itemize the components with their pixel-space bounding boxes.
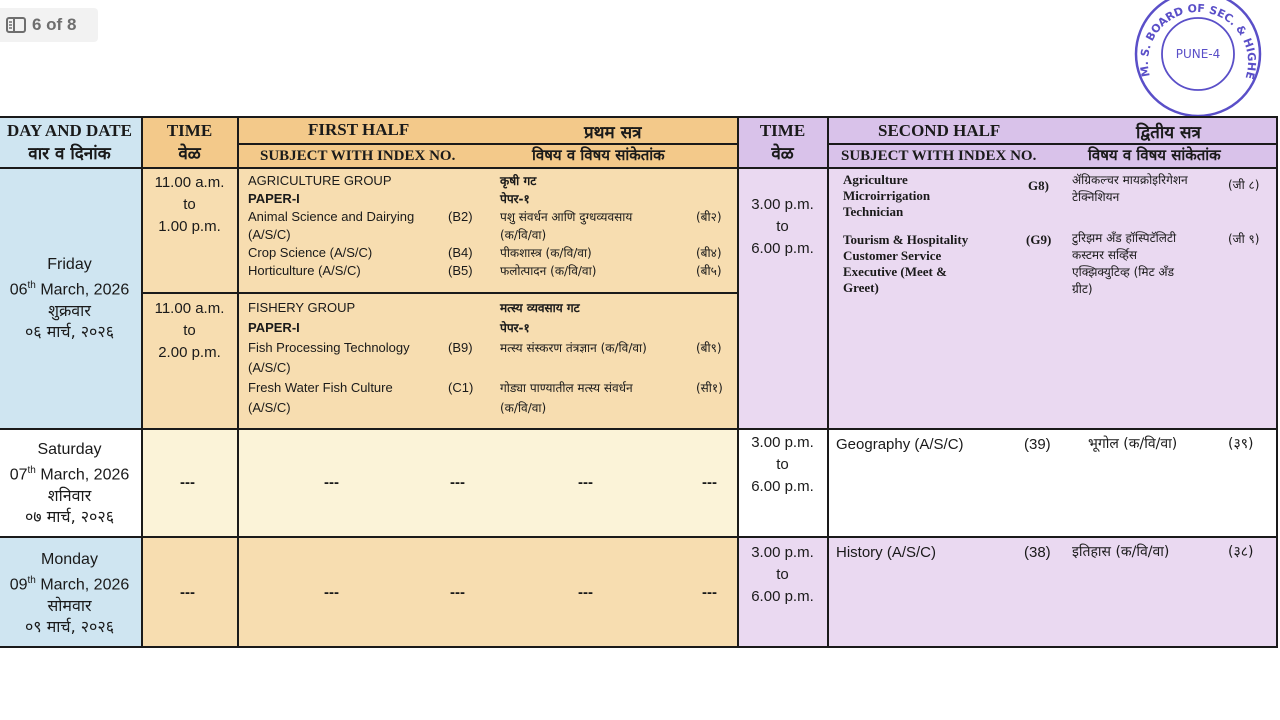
subject-name-mr: पशु संवर्धन आणि दुग्धव्यवसाय	[500, 210, 633, 224]
row1-second-code1: G8)	[1028, 178, 1049, 193]
paper-label-mr: पेपर-१	[500, 321, 530, 335]
subject-name-mr: कस्टमर सर्व्हिस	[1072, 248, 1138, 262]
grid-line	[827, 118, 829, 646]
subject-name: Customer Service	[843, 248, 942, 263]
subject-name: Tourism & Hospitality	[843, 232, 969, 247]
header-first-half-mr-label: प्रथम सत्र	[584, 123, 642, 143]
row1-block2-codes	[448, 338, 473, 398]
subject-name: Greet)	[843, 280, 879, 295]
row1-day: Friday	[47, 255, 92, 273]
row2-day-mr: शनिवार	[47, 486, 92, 506]
subject-name-mr: फलोत्पादन (क/वि/वा)	[500, 264, 597, 278]
time-from: 11.00 a.m.	[154, 300, 225, 317]
timetable	[0, 116, 1278, 648]
row3-subject-mr-empty: ---	[578, 584, 593, 601]
row3-date-mr: ०९ मार्च, २०२६	[24, 617, 115, 637]
index-code-mr: (बी२)	[696, 210, 722, 224]
row1-second-subject2	[843, 232, 968, 296]
subject-name: Fish Processing Technology	[248, 340, 410, 355]
row2-day-cell	[0, 430, 141, 536]
index-code: (B9)	[448, 340, 473, 355]
subject-name: Horticulture (A/S/C)	[248, 263, 361, 278]
row3-code-mr-empty: ---	[702, 584, 717, 601]
row1-second-subject1-mr	[1072, 172, 1188, 206]
row1-second-subject1	[843, 172, 930, 220]
subject-name: Animal Science and Dairying	[248, 209, 415, 224]
header-second-half-label: SECOND HALF	[878, 121, 1001, 140]
header-day-date-mr: वार व दिनांक	[28, 144, 111, 164]
row1-day-mr: शुक्रवार	[48, 301, 91, 321]
row1-block2-codes-mr	[696, 338, 723, 398]
header-subject-index-first	[260, 147, 455, 165]
grid-line	[142, 292, 738, 294]
row1-second-code1-mr: (जी ८)	[1228, 178, 1260, 192]
time-to: 6.00 p.m.	[751, 588, 814, 605]
row2-date-mr: ०७ मार्च, २०२६	[24, 507, 115, 527]
row2-second-time	[738, 432, 827, 498]
subject-name-mr: टेक्निशियन	[1072, 190, 1120, 204]
subject-name-mr: टुरिझम अँड हॉस्पिटॅलिटी	[1072, 231, 1177, 245]
row1-date-mr: ०६ मार्च, २०२६	[24, 322, 115, 342]
subject-name-mr: पीकशास्त्र (क/वि/वा)	[500, 246, 592, 260]
index-code: (B5)	[448, 263, 473, 278]
row1-second-code2: (G9)	[1026, 232, 1052, 247]
row3-day: Monday	[41, 550, 98, 568]
subject-name: Technician	[843, 204, 904, 219]
subject-name-cont: (A/S/C)	[248, 400, 291, 415]
seal-center-text: PUNE-4	[1175, 47, 1221, 61]
paper-label: PAPER-I	[248, 191, 300, 206]
header-subject-index-mr-label-2: विषय व विषय सांकेतांक	[1088, 146, 1221, 164]
subject-name: Crop Science (A/S/C)	[248, 245, 373, 260]
row1-second-time	[738, 194, 827, 260]
header-subject-index-label: SUBJECT WITH INDEX NO.	[260, 148, 456, 164]
header-second-half-mr	[1136, 120, 1201, 143]
row3-second-subject-mr: इतिहास (क/वि/वा)	[1072, 544, 1170, 560]
time-to-word: to	[776, 218, 789, 235]
board-seal-icon	[1130, 0, 1266, 122]
header-second-half-mr-label: द्वितीय सत्र	[1136, 123, 1201, 143]
first-half-row2-bg	[142, 430, 738, 538]
row1-second-subject2-mr	[1072, 230, 1176, 298]
grid-line	[0, 167, 1278, 169]
group-name: AGRICULTURE GROUP	[248, 173, 392, 188]
header-subject-index-label-2: SUBJECT WITH INDEX NO.	[841, 148, 1037, 164]
time-from: 11.00 a.m.	[154, 174, 225, 191]
row1-second-code2-mr: (जी ९)	[1228, 232, 1260, 246]
paper-label-mr: पेपर-१	[500, 192, 530, 206]
page-indicator-text: 6 of 8	[32, 15, 77, 34]
svg-text:M. S. BOARD OF SEC. & HIGHER S	[1130, 0, 1258, 81]
time-to: 2.00 p.m.	[158, 344, 221, 361]
subject-name-mr-cont: (क/वि/वा)	[500, 401, 547, 415]
row3-second-code: (38)	[1024, 544, 1051, 561]
row3-time-empty: ---	[180, 584, 195, 601]
row1-day-cell	[0, 168, 141, 428]
row2-date: 07th March, 2026	[9, 464, 130, 484]
subject-name-mr: ॲग्रिकल्चर मायक्रोइरिगेशन	[1072, 173, 1188, 187]
time-to: 1.00 p.m.	[158, 218, 221, 235]
index-code: (B4)	[448, 245, 473, 260]
row2-second-subject-mr: भूगोल (क/वि/वा)	[1088, 436, 1178, 452]
row1-block1-codes-mr	[696, 208, 722, 280]
subject-name-cont: (A/S/C)	[248, 360, 291, 375]
row2-code-empty: ---	[450, 474, 465, 491]
row1-block1-group-mr	[500, 172, 632, 280]
header-subject-index-second-mr	[1088, 145, 1221, 165]
row3-second-code-mr: (३८)	[1228, 544, 1254, 560]
row2-subject-mr-empty: ---	[578, 474, 593, 491]
first-half-row3-bg	[142, 538, 738, 648]
grid-line	[0, 536, 1278, 538]
row1-block2-time	[142, 298, 237, 364]
header-first-half-en	[308, 120, 409, 140]
row2-time-empty: ---	[180, 474, 195, 491]
subject-name-mr: गोड्या पाण्यातील मत्स्य संवर्धन	[500, 381, 633, 395]
time-to-word: to	[776, 566, 789, 583]
row2-day: Saturday	[37, 440, 102, 458]
subject-name-mr: एक्झिक्युटिव्ह (मिट अँड	[1072, 265, 1175, 279]
row1-block1-codes	[448, 208, 473, 280]
time-from: 3.00 p.m.	[751, 544, 814, 561]
paper-label: PAPER-I	[248, 320, 300, 335]
row1-block1-group	[248, 172, 414, 280]
row1-block2-group	[248, 298, 410, 418]
time-to-word: to	[776, 456, 789, 473]
index-code-mr: (सी१)	[696, 381, 723, 395]
header-second-half-en	[878, 121, 1000, 141]
time-to-word: to	[183, 196, 196, 213]
header-subject-index-second	[841, 147, 1036, 165]
subject-name-mr: मत्स्य संस्करण तंत्रज्ञान (क/वि/वा)	[500, 341, 647, 355]
header-time-first	[142, 118, 237, 167]
time-to: 6.00 p.m.	[751, 240, 814, 257]
time-from: 3.00 p.m.	[751, 434, 814, 451]
time-to-word: to	[183, 322, 196, 339]
index-code: (C1)	[448, 380, 474, 395]
row3-day-mr: सोमवार	[47, 596, 92, 616]
index-code-mr: (बी४)	[696, 246, 722, 260]
header-subject-index-mr-label: विषय व विषय सांकेतांक	[532, 146, 665, 164]
header-time-mr-2: वेळ	[771, 144, 794, 164]
row3-code-empty: ---	[450, 584, 465, 601]
row2-second-code: (39)	[1024, 436, 1051, 453]
index-code: (B2)	[448, 209, 473, 224]
header-first-half-label: FIRST HALF	[308, 120, 410, 139]
row3-second-subject: History (A/S/C)	[836, 544, 937, 561]
row3-day-cell	[0, 538, 141, 648]
subject-name-cont: (A/S/C)	[248, 227, 291, 242]
subject-name: Fresh Water Fish Culture	[248, 380, 393, 395]
row2-subject-empty: ---	[324, 474, 339, 491]
group-name-mr: कृषी गट	[500, 174, 537, 188]
subject-name: Executive (Meet &	[843, 264, 947, 279]
row3-subject-empty: ---	[324, 584, 339, 601]
group-name-mr: मत्स्य व्यवसाय गट	[500, 301, 580, 315]
row2-code-mr-empty: ---	[702, 474, 717, 491]
grid-line	[237, 118, 239, 646]
page-list-icon	[6, 17, 26, 33]
grid-line	[0, 428, 1278, 430]
header-time-en: TIME	[166, 121, 213, 140]
group-name: FISHERY GROUP	[248, 300, 356, 315]
index-code-mr: (बी९)	[696, 341, 722, 355]
row1-block2-group-mr	[500, 298, 647, 418]
row2-second-code-mr: (३९)	[1228, 436, 1254, 452]
row1-date: 06th March, 2026	[9, 279, 130, 299]
header-subject-index-first-mr	[532, 145, 665, 165]
header-day-date-en: DAY AND DATE	[6, 121, 132, 140]
header-time-second	[738, 118, 827, 167]
header-time-mr: वेळ	[178, 144, 201, 164]
row3-date: 09th March, 2026	[9, 574, 130, 594]
row2-second-subject: Geography (A/S/C)	[836, 436, 964, 453]
subject-name-mr: ग्रीट)	[1072, 282, 1093, 296]
seal-arc-text: M. S. BOARD OF SEC. & HIGHE	[1137, 1, 1259, 81]
subject-name: Microirrigation	[843, 188, 931, 203]
header-time-en-2: TIME	[759, 121, 806, 140]
header-day-date	[0, 118, 141, 167]
row3-second-time	[738, 542, 827, 608]
subject-name: Agriculture	[843, 172, 908, 187]
time-from: 3.00 p.m.	[751, 196, 814, 213]
header-first-half-mr	[584, 120, 642, 143]
page-indicator[interactable]	[0, 8, 98, 42]
time-to: 6.00 p.m.	[751, 478, 814, 495]
index-code-mr: (बी५)	[696, 264, 722, 278]
subject-name-mr-cont: (क/वि/वा)	[500, 228, 547, 242]
row1-block1-time	[142, 172, 237, 238]
